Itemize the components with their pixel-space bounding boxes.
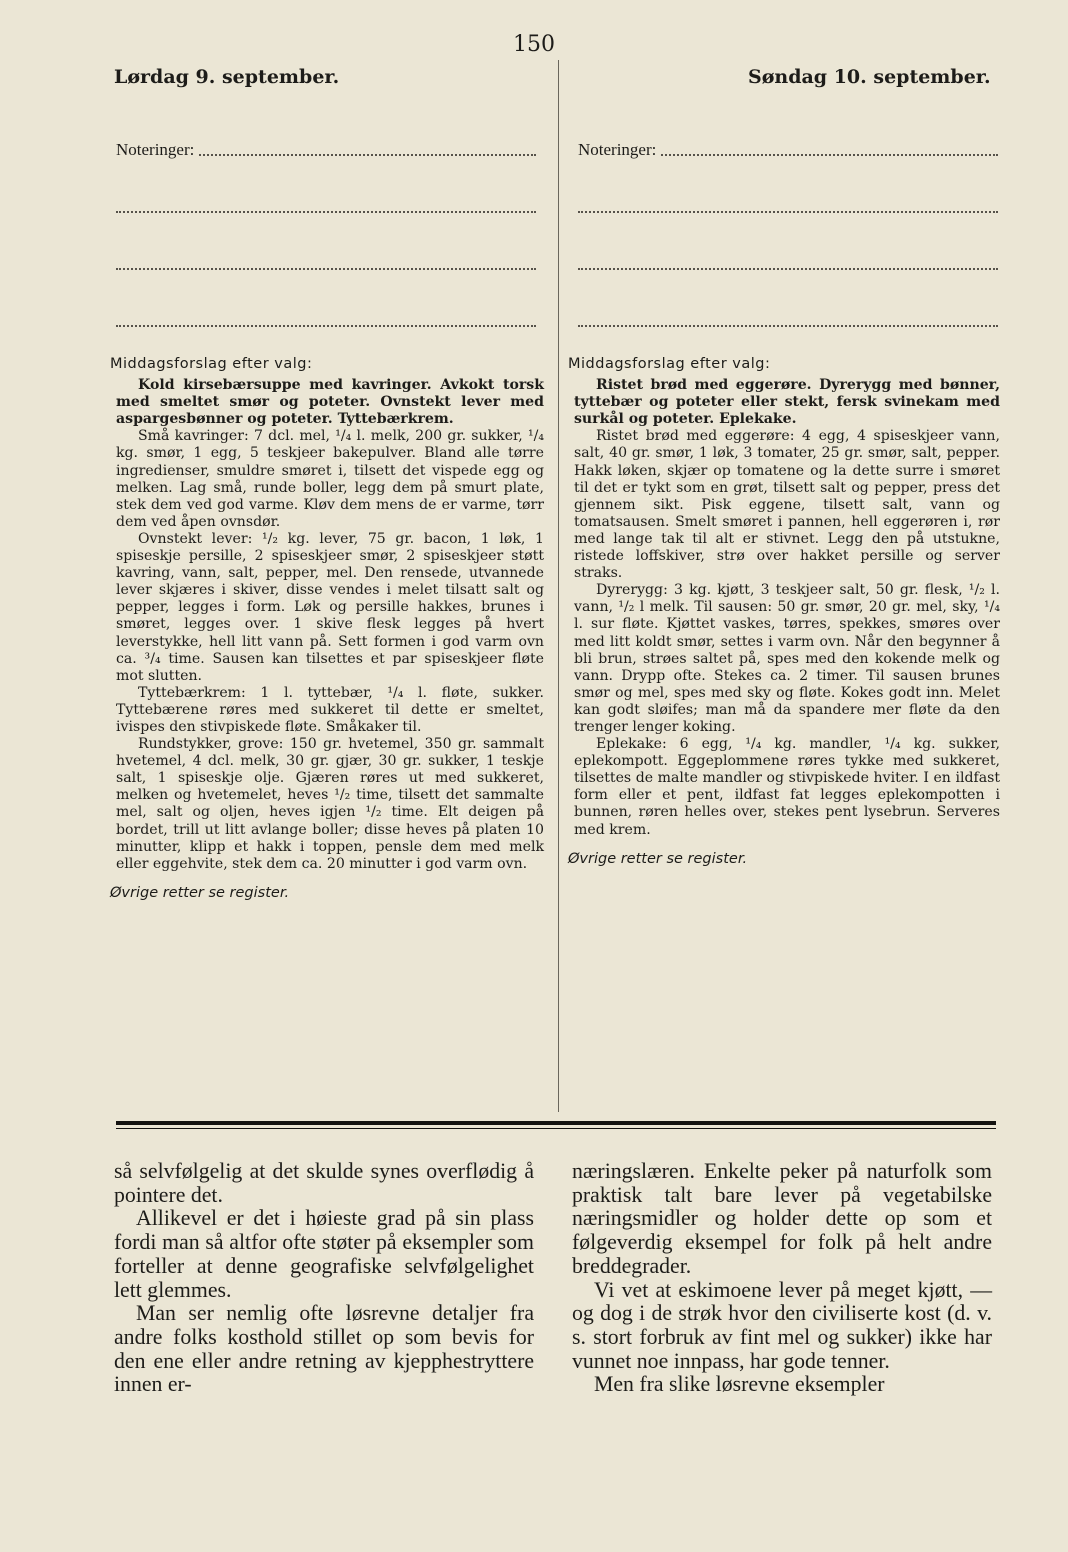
notes-line	[578, 197, 998, 217]
recipe: Små kavringer: 7 dcl. mel, ¹/₄ l. melk, 200 gr. sukker, ¹/₄ kg. smør, 1 egg, 5 teskjeer bakepulver. Bland alle tørre ingredienser, smuldre smøret i, tilsett det vispede egg og melken. Lag små, runde boller, legg dem på smurt plate, stek dem ved god varme. Kløv dem mens de er varme, tørr dem ved åpen ovnsdør.	[116, 428, 544, 530]
register-note: Øvrige retter se register.	[568, 850, 748, 867]
page-number: 150	[513, 32, 555, 57]
column-divider	[558, 60, 559, 1112]
recipe: Ristet brød med eggerøre: 4 egg, 4 spiseskjeer vann, salt, 40 gr. smør, 1 løk, 3 tomater, 25 gr. smør, salt, pepper. Hakk løken, skjær op tomatene og la dette surre i smøret til det er tykt som en grøt, tilsett salt og pepper, press det gjennem sikt. Pisk eggene, tilsett salt, vann og tomatsausen. Smelt smøret i pannen, hell eggerøren i, rør med lange tak til alt er stivnet. Legg den på utstukne, ristede loffskiver, strø over hakket persille og server straks.	[574, 428, 1000, 582]
register-note: Øvrige retter se register.	[110, 884, 290, 901]
recipe: Ovnstekt lever: ¹/₂ kg. lever, 75 gr. bacon, 1 løk, 1 spiseskje persille, 2 spiseskjeer smør, 2 spiseskjeer støtt kavring, vann, salt, pepper, mel. Den rensede, utvannede lever skjæres i skiver, disse vendes i melet tilsatt salt og pepper, legges i form. Løk og persille hakkes, brunes i smøret, legges over. 1 skive flesk legges på hvert leverstykke, hell litt vann på. Sett formen i god varm ovn ca. ³/₄ time. Sausen kan tilsettes et par spiseskjeer fløte mot slutten.	[116, 530, 544, 684]
recipe: Eplekake: 6 egg, ¹/₄ kg. mandler, ¹/₄ kg. sukker, eplekompott. Eggeplommene røres tykke med sukkeret, tilsettes de malte mandler og stivpiskede hviter. I en ildfast form eller et pent, ildfast fat legges eplekompotten i bunnen, røren helles over, stekes pent lysebrun. Serveres med krem.	[574, 736, 1000, 838]
body-right-column	[572, 1160, 992, 1397]
separator-rule-thin	[116, 1128, 996, 1129]
right-day-title: Søndag 10. september.	[748, 66, 991, 88]
notes-line	[578, 311, 998, 331]
notes-label: Noteringer:	[116, 140, 198, 159]
left-notes	[116, 140, 536, 331]
notes-line	[116, 197, 536, 217]
recipe: Rundstykker, grove: 150 gr. hvetemel, 350 gr. sammalt hvetemel, 4 dcl. melk, 30 gr. gjær, 30 gr. sukker, 1 teskje salt, 1 spiseskje olje. Gjæren røres ut med sukkeret, melken og hvetemelet, heves ¹/₂ time, tilsett det sammalte mel, salt og oljen, heves igjen ¹/₂ time. Elt deigen på bordet, trill ut litt avlange boller; disse heves på platen 10 minutter, klipp et hakk i toppen, pensle dem med melk eller eggehvite, stek dem ca. 20 minutter i god varm ovn.	[116, 736, 544, 872]
dinner-heading: Middagsforslag efter valg:	[110, 356, 313, 372]
notes-line	[578, 254, 998, 274]
body-paragraph: Men fra slike løsrevne eksempler	[594, 1372, 885, 1397]
recipe: Tyttebærkrem: 1 l. tyttebær, ¹/₄ l. fløte, sukker. Tyttebærene røres med sukkeret til dette er smeltet, ivispes den stivpiskede fløte. Småkaker til.	[116, 684, 544, 735]
notes-line	[578, 140, 998, 160]
left-day-title: Lørdag 9. september.	[114, 66, 340, 88]
right-notes	[578, 140, 998, 331]
body-paragraph: Vi vet at eskimoene lever på meget kjøtt, — og dog i de strøk hvor den civiliserte kost (d. v. s. stort forbruk av fint mel og sukker) ikke har vunnet noe innpass, har gode tenner.	[572, 1277, 992, 1373]
menu-list: Kold kirsebærsuppe med kavringer. Avkokt torsk med smeltet smør og poteter. Ovnstekt lever med aspargesbønner og poteter. Tyttebærkrem.	[116, 377, 544, 428]
recipe: Dyrerygg: 3 kg. kjøtt, 3 teskjeer salt, 50 gr. flesk, ¹/₂ l. vann, ¹/₂ l melk. Til sausen: 50 gr. smør, 20 gr. mel, sky, ¹/₄ l. sur fløte. Kjøttet vaskes, tørres, spekkes, smøres over med litt koldt smør, settes i varm ovn. Når den begynner å bli brun, strøes saltet på, spes med den kokende melk og vann. Drypp ofte. Stekes ca. 2 timer. Til sausen brunes smør og mel, spes med sky og fløte. Kokes godt inn. Melet kan godt sløifes; man må da spandere mer fløte da den trenger lenger koking.	[574, 582, 1000, 735]
left-recipes	[110, 356, 544, 902]
dinner-heading: Middagsforslag efter valg:	[568, 356, 771, 372]
body-paragraph: Allikevel er det i høieste grad på sin plass fordi man så altfor ofte støter på eksempler som forteller at denne geografiske selvfølgelighet lett glemmes.	[114, 1206, 534, 1302]
notes-line	[116, 140, 536, 160]
right-recipes	[568, 356, 1000, 868]
notes-line	[116, 311, 536, 331]
menu-list: Ristet brød med eggerøre. Dyrerygg med bønner, tyttebær og poteter eller stekt, fersk svinekam med surkål og poteter. Eplekake.	[574, 377, 1000, 428]
body-paragraph: så selvfølgelig at det skulde synes overflødig å pointere det.	[114, 1159, 534, 1207]
separator-rule	[116, 1121, 996, 1125]
notes-line	[116, 254, 536, 274]
notes-label: Noteringer:	[578, 140, 660, 159]
body-left-column	[114, 1160, 534, 1397]
body-paragraph: næringslæren. Enkelte peker på naturfolk som praktisk talt bare lever på vegetabilske næringsmidler og holder dette op som et følgeverdig eksempel for folk på helt andre breddegrader.	[572, 1159, 992, 1278]
body-paragraph: Man ser nemlig ofte løsrevne detaljer fra andre folks kosthold stillet op som bevis for den ene eller andre retning av kjepphestryttere innen er-	[114, 1301, 534, 1397]
